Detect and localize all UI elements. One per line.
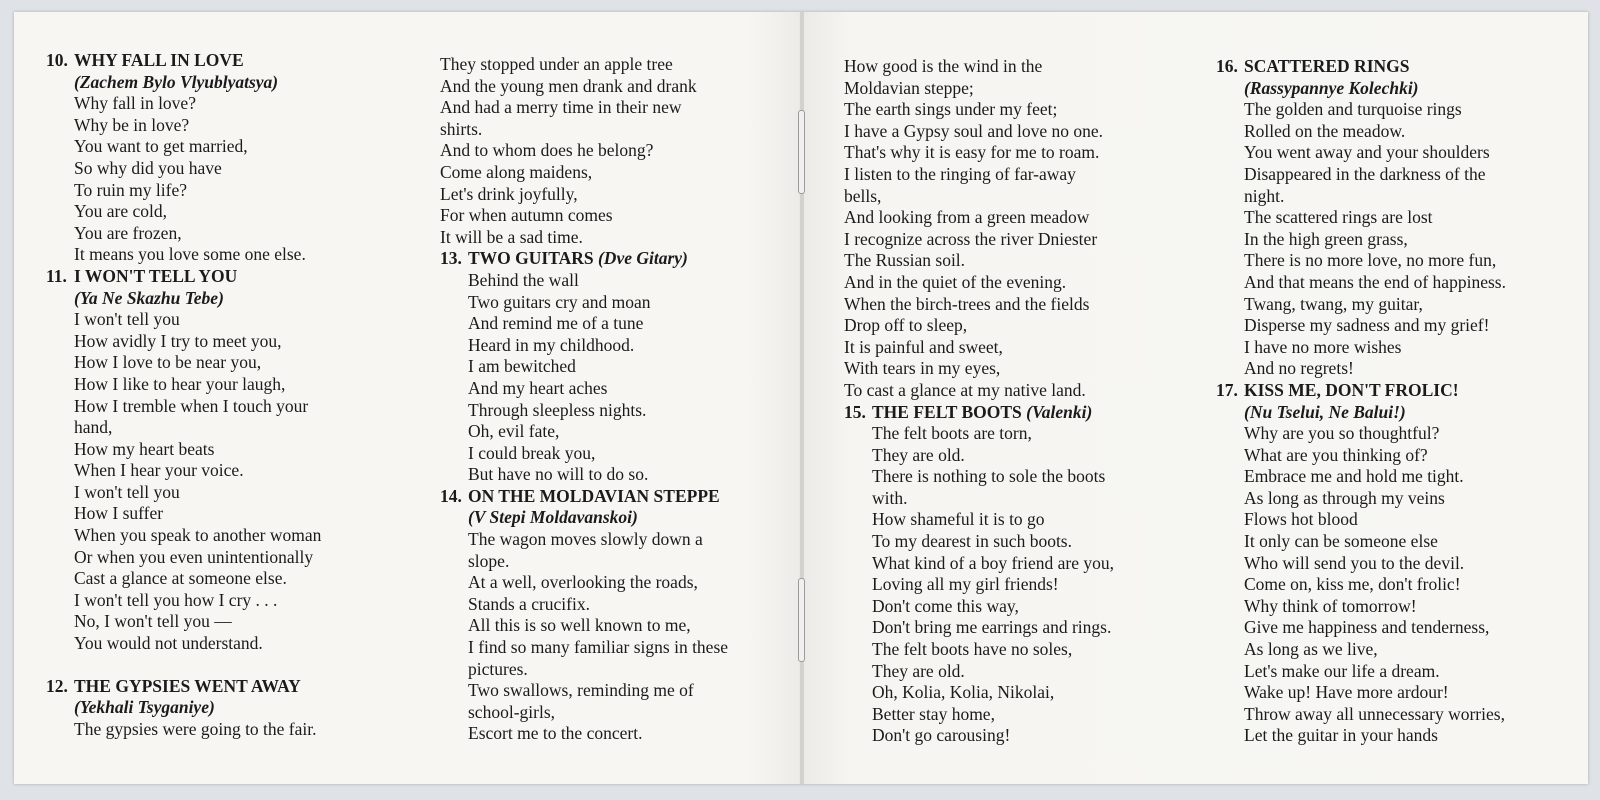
lyric-line: with.: [872, 487, 908, 508]
lyric-line: Who will send you to the devil.: [1244, 552, 1465, 573]
lyric-line: Behind the wall: [468, 269, 579, 290]
lyric-line: The gypsies were going to the fair.: [74, 718, 317, 739]
lyric-line: Disperse my sadness and my grief!: [1244, 315, 1490, 336]
lyric-line: bells,: [844, 185, 882, 206]
lyric-line: Oh, evil fate,: [468, 421, 560, 442]
lyric-line: There is nothing to sole the boots: [872, 466, 1106, 487]
lyric-line: Don't come this way,: [872, 595, 1019, 616]
lyric-line: Loving all my girl friends!: [872, 574, 1059, 595]
lyric-line: For when autumn comes: [440, 205, 613, 226]
lyric-line: I won't tell you: [74, 481, 180, 502]
song-title-text: [1244, 380, 1459, 402]
lyric-line: Disappeared in the darkness of the: [1244, 163, 1486, 184]
lyric-line: The scattered rings are lost: [1244, 207, 1433, 228]
lyric-line: I won't tell you how I cry . . .: [74, 589, 278, 610]
lyric-line: Escort me to the concert.: [468, 723, 643, 744]
song-lyrics: [46, 309, 406, 655]
song-block: [46, 266, 406, 655]
lyric-line: hand,: [74, 417, 113, 438]
lyric-line: I find so many familiar signs in these: [468, 637, 729, 658]
lyric-line: How I love to be near you,: [74, 352, 262, 373]
lyric-line: All this is so well known to me,: [468, 615, 691, 636]
song-lyrics: [46, 719, 406, 741]
song-title: [46, 266, 406, 288]
song-title: [46, 676, 406, 698]
lyric-line: Flows hot blood: [1244, 509, 1358, 530]
lyric-line: I listen to the ringing of far-away: [844, 163, 1076, 184]
song-number: 11.: [46, 265, 67, 286]
song-lyrics: [440, 270, 800, 486]
lyric-line: school-girls,: [468, 701, 556, 722]
song-lyrics: [1216, 99, 1576, 380]
lyric-line: And remind me of a tune: [468, 313, 644, 334]
lyric-line: I could break you,: [468, 442, 596, 463]
continued-lyrics: [844, 56, 1204, 402]
lyric-line: Let the guitar in your hands: [1244, 725, 1438, 746]
lyric-line: Let's make our life a dream.: [1244, 660, 1440, 681]
lyric-line: You are frozen,: [74, 222, 182, 243]
song-number: 16.: [1216, 56, 1238, 76]
lyric-line: Come along maidens,: [440, 161, 593, 182]
lyric-line: How my heart beats: [74, 438, 215, 459]
lyric-line: Wake up! Have more ardour!: [1244, 682, 1449, 703]
lyric-line: When you speak to another woman: [74, 525, 322, 546]
lyric-line: That's why it is easy for me to roam.: [844, 142, 1100, 163]
lyric-line: The earth sings under my feet;: [844, 99, 1058, 120]
song-title-translit: (Valenki): [1026, 401, 1093, 422]
lyric-line: To my dearest in such boots.: [872, 531, 1072, 552]
song-title: [1216, 56, 1576, 78]
lyric-line: How shameful it is to go: [872, 509, 1045, 530]
song-title: [440, 486, 800, 508]
lyric-line: I have a Gypsy soul and love no one.: [844, 120, 1104, 141]
song-lyrics: [46, 93, 406, 266]
lyric-line: When the birch-trees and the fields: [844, 293, 1090, 314]
lyric-line: With tears in my eyes,: [844, 358, 1001, 379]
song-title-main: THE GYPSIES WENT AWAY: [74, 675, 301, 696]
song-number: 12.: [46, 675, 68, 696]
lyric-line: No, I won't tell you —: [74, 611, 232, 632]
lyric-line: You would not understand.: [74, 633, 263, 654]
song-subtitle: (Zachem Bylo Vlyublyatsya): [74, 71, 279, 92]
lyric-line: It means you love some one else.: [74, 244, 306, 265]
lyric-line: As long as through my veins: [1244, 487, 1445, 508]
lyric-line: As long as we live,: [1244, 639, 1378, 660]
lyric-line: How good is the wind in the: [844, 56, 1043, 76]
lyric-line: The wagon moves slowly down a: [468, 529, 703, 550]
song-number: 15.: [844, 401, 866, 422]
song-subtitle: (Ya Ne Skazhu Tebe): [74, 287, 224, 308]
lyric-line: Why are you so thoughtful?: [1244, 423, 1440, 444]
song-title-main: THE FELT BOOTS: [872, 401, 1022, 422]
lyric-line: They are old.: [872, 660, 965, 681]
song-block: [440, 486, 800, 745]
lyric-line: Why fall in love?: [74, 93, 196, 114]
lyric-line: I recognize across the river Dniester: [844, 228, 1098, 249]
song-title-main: KISS ME, DON'T FROLIC!: [1244, 379, 1459, 400]
song-title: [440, 248, 800, 270]
song-lyrics: [844, 423, 1204, 747]
song-block: [46, 50, 406, 266]
song-title-text: [74, 676, 301, 698]
lyric-line: Through sleepless nights.: [468, 399, 647, 420]
lyric-line: Two guitars cry and moan: [468, 291, 651, 312]
lyric-line: Why think of tomorrow!: [1244, 595, 1417, 616]
lyric-line: And no regrets!: [1244, 358, 1354, 379]
song-lyrics: [1216, 423, 1576, 747]
song-spacer: [46, 655, 406, 676]
song-block: [46, 676, 406, 741]
lyric-line: shirts.: [440, 118, 483, 139]
song-title-text: [1244, 56, 1409, 78]
lyric-line: To ruin my life?: [74, 179, 187, 200]
song-title-main: ON THE MOLDAVIAN STEPPE: [468, 485, 720, 506]
lyric-line: Don't bring me earrings and rings.: [872, 617, 1112, 638]
song-subtitle: (Yekhali Tsyganiye): [74, 697, 215, 718]
lyric-line: Better stay home,: [872, 703, 995, 724]
lyric-line: slope.: [468, 550, 510, 571]
lyric-line: Rolled on the meadow.: [1244, 120, 1406, 141]
song-number: 13.: [440, 248, 462, 269]
song-number: 17.: [1216, 379, 1238, 400]
lyric-line: You want to get married,: [74, 136, 248, 157]
lyric-line: Embrace me and hold me tight.: [1244, 466, 1464, 487]
lyric-line: And that means the end of happiness.: [1244, 271, 1506, 292]
lyric-line: I am bewitched: [468, 356, 576, 377]
continued-lyrics: [440, 54, 800, 248]
song-title-text: [872, 402, 1092, 424]
lyric-line: Heard in my childhood.: [468, 334, 635, 355]
lyric-line: And had a merry time in their new: [440, 97, 682, 118]
lyric-line: Come on, kiss me, don't frolic!: [1244, 574, 1461, 595]
lyric-line: How avidly I try to meet you,: [74, 330, 282, 351]
lyric-line: The felt boots are torn,: [872, 423, 1032, 444]
song-subtitle: (Rassypannye Kolechki): [1244, 77, 1419, 98]
lyric-line: How I suffer: [74, 503, 164, 524]
lyric-line: night.: [1244, 185, 1285, 206]
lyric-line: How I tremble when I touch your: [74, 395, 309, 416]
song-number: 10.: [46, 50, 68, 70]
lyric-line: What kind of a boy friend are you,: [872, 552, 1115, 573]
lyric-line: Drop off to sleep,: [844, 315, 968, 336]
song-lyrics: [440, 529, 800, 745]
lyric-line: Give me happiness and tenderness,: [1244, 617, 1490, 638]
lyric-line: And my heart aches: [468, 377, 608, 398]
song-title-text: [74, 50, 244, 72]
lyric-line: It will be a sad time.: [440, 226, 583, 247]
song-title-main: I WON'T TELL YOU: [74, 265, 238, 286]
lyric-line: Twang, twang, my guitar,: [1244, 293, 1423, 314]
lyric-line: And the young men drank and drank: [440, 75, 697, 96]
lyric-line: The felt boots have no soles,: [872, 639, 1073, 660]
lyric-line: Stands a crucifix.: [468, 593, 590, 614]
lyric-line: You are cold,: [74, 201, 168, 222]
song-block: [1216, 380, 1576, 747]
lyric-line: Throw away all unnecessary worries,: [1244, 703, 1505, 724]
lyric-line: How I like to hear your laugh,: [74, 373, 286, 394]
lyric-line: Cast a glance at someone else.: [74, 568, 287, 589]
lyric-line: So why did you have: [74, 157, 222, 178]
lyric-line: And looking from a green meadow: [844, 207, 1090, 228]
lyric-line: Or when you even unintentionally: [74, 546, 314, 567]
lyric-line: Why be in love?: [74, 114, 190, 135]
song-subtitle: (V Stepi Moldavanskoi): [468, 507, 638, 528]
lyric-line: Two swallows, reminding me of: [468, 680, 694, 701]
song-title-translit: (Dve Gitary): [597, 248, 688, 269]
lyric-line: And in the quiet of the evening.: [844, 271, 1067, 292]
song-title-text: [74, 266, 237, 288]
song-title-main: SCATTERED RINGS: [1244, 56, 1410, 76]
lyric-line: The golden and turquoise rings: [1244, 99, 1462, 120]
lyric-line: Moldavian steppe;: [844, 77, 974, 98]
song-block: [1216, 56, 1576, 380]
lyric-line: In the high green grass,: [1244, 228, 1408, 249]
lyric-line: They are old.: [872, 444, 965, 465]
lyric-line: It is painful and sweet,: [844, 336, 1003, 357]
lyric-line: I won't tell you: [74, 309, 180, 330]
song-title-text: [468, 486, 720, 508]
column-4: [1216, 56, 1576, 747]
lyric-line: At a well, overlooking the roads,: [468, 572, 698, 593]
song-block: [440, 248, 800, 486]
lyric-line: I have no more wishes: [1244, 336, 1402, 357]
song-title-main: WHY FALL IN LOVE: [74, 50, 244, 70]
lyric-line: When I hear your voice.: [74, 460, 244, 481]
song-title: [46, 50, 406, 72]
column-2: [440, 54, 800, 745]
song-title: [844, 402, 1204, 424]
song-block: [844, 402, 1204, 748]
lyric-line: But have no will to do so.: [468, 464, 649, 485]
song-title-main: TWO GUITARS: [468, 248, 594, 269]
song-title-text: [468, 248, 688, 270]
song-number: 14.: [440, 485, 462, 506]
lyric-line: Don't go carousing!: [872, 725, 1011, 746]
lyric-line: The Russian soil.: [844, 250, 966, 271]
lyric-line: They stopped under an apple tree: [440, 54, 673, 74]
lyric-line: Oh, Kolia, Kolia, Nikolai,: [872, 682, 1055, 703]
song-title: [1216, 380, 1576, 402]
lyric-line: You went away and your shoulders: [1244, 142, 1490, 163]
column-3: [844, 56, 1204, 747]
lyric-line: To cast a glance at my native land.: [844, 379, 1086, 400]
lyric-line: And to whom does he belong?: [440, 140, 654, 161]
song-subtitle: (Nu Tselui, Ne Balui!): [1244, 401, 1406, 422]
lyric-line: Let's drink joyfully,: [440, 183, 578, 204]
lyric-line: pictures.: [468, 658, 528, 679]
lyric-line: There is no more love, no more fun,: [1244, 250, 1497, 271]
column-1: [46, 50, 406, 740]
lyric-line: What are you thinking of?: [1244, 444, 1428, 465]
lyric-line: It only can be someone else: [1244, 531, 1438, 552]
